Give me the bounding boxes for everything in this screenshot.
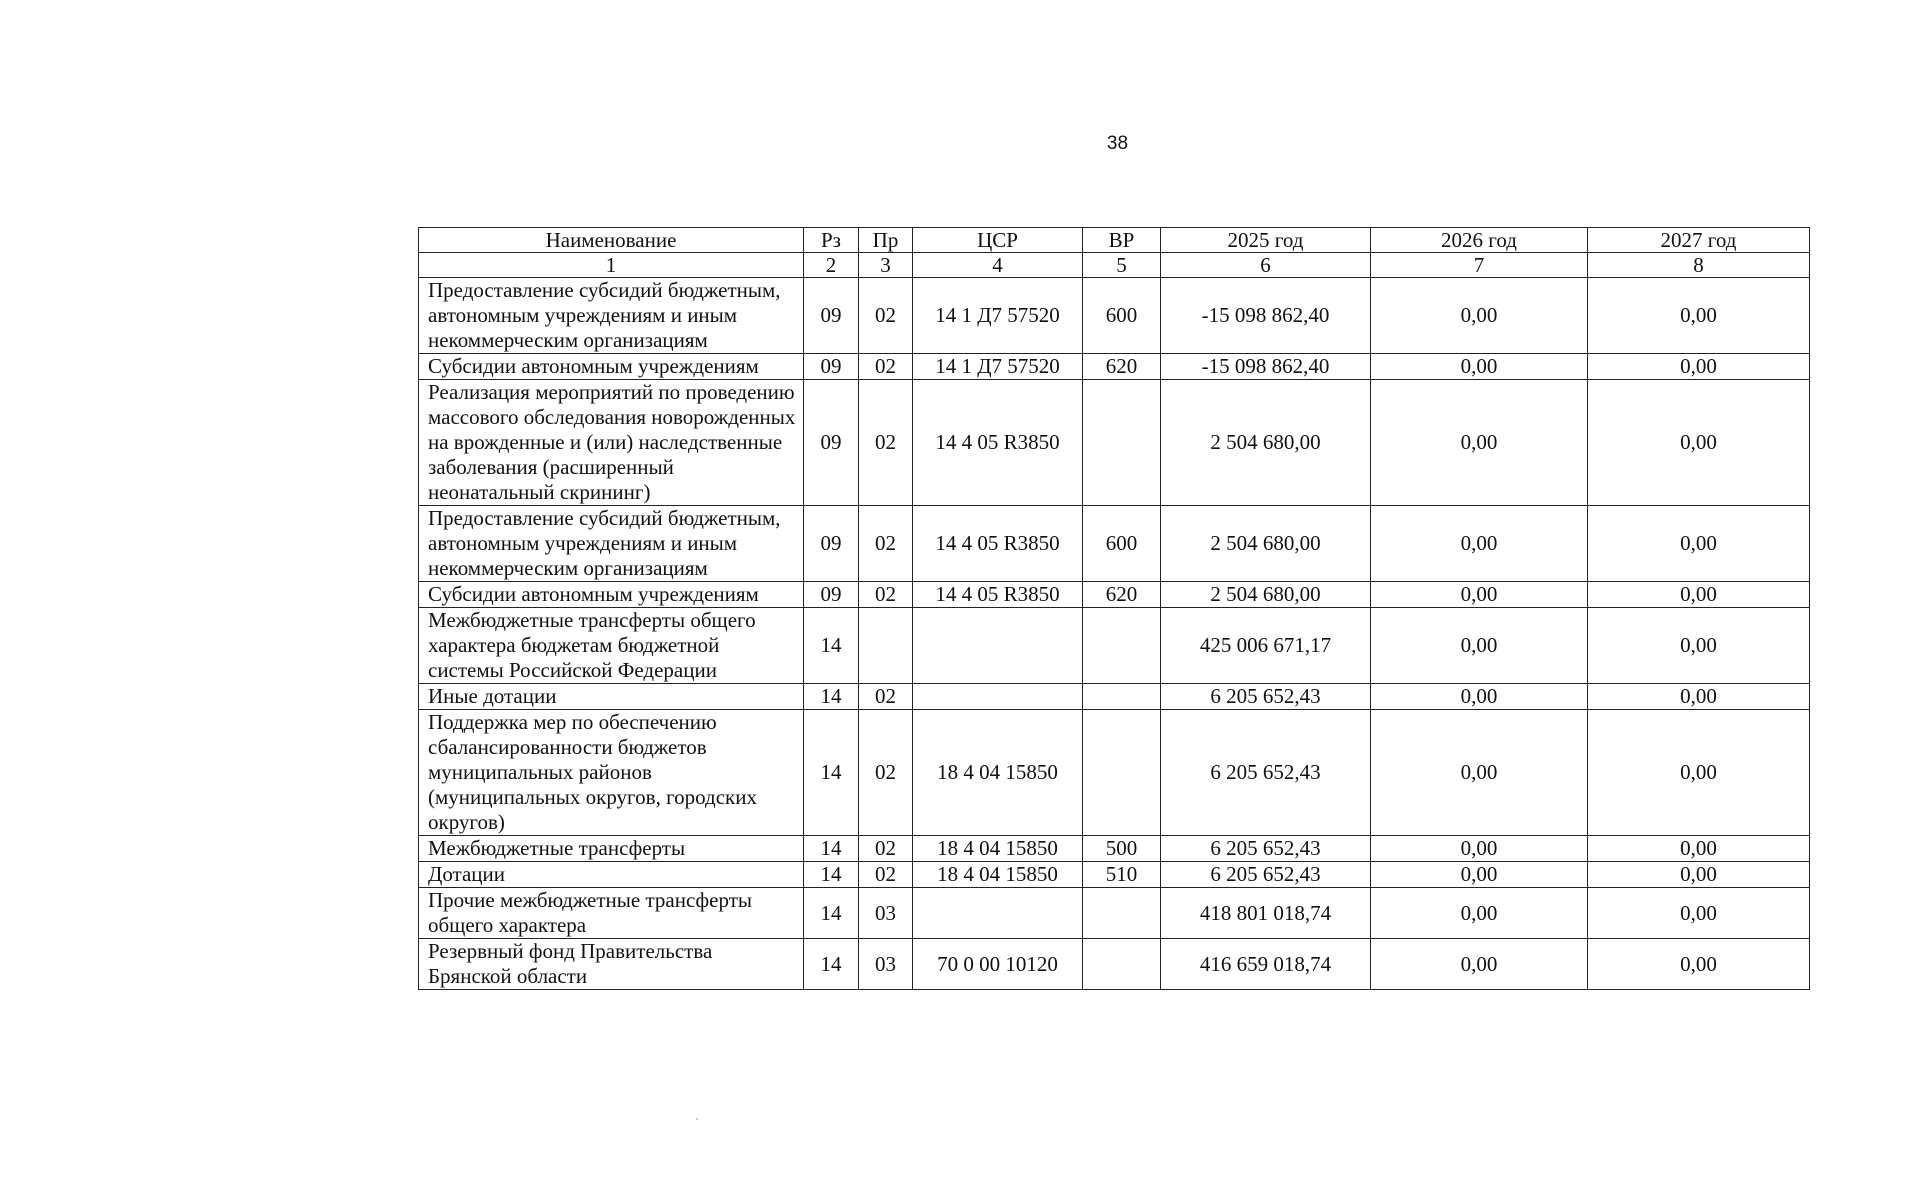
cell-vr: 510: [1083, 862, 1161, 888]
table-row: [419, 836, 1810, 862]
cell-pr: 03: [859, 939, 913, 990]
header-pr: Пр: [859, 228, 913, 253]
cell-pr: 02: [859, 354, 913, 380]
cell-2027: 0,00: [1588, 939, 1810, 990]
cell-2027: 0,00: [1588, 506, 1810, 582]
cell-csr: 18 4 04 15850: [913, 710, 1083, 836]
cell-2025: 6 205 652,43: [1161, 862, 1371, 888]
cell-2026: 0,00: [1371, 380, 1588, 506]
cell-rz: 14: [804, 710, 859, 836]
cell-2025: 2 504 680,00: [1161, 582, 1371, 608]
scan-speck: [696, 1118, 698, 1120]
cell-name: Реализация мероприятий по проведению массового обследования новорожденных на врожденные и (или) наследственные заболевания (расширенный неонатальный скрининг): [419, 380, 804, 506]
cell-name: Поддержка мер по обеспечению сбалансированности бюджетов муниципальных районов (муниципальных округов, городских округов): [419, 710, 804, 836]
table-row: [419, 278, 1810, 354]
cell-2026: 0,00: [1371, 684, 1588, 710]
cell-rz: 14: [804, 836, 859, 862]
header-vr: ВР: [1083, 228, 1161, 253]
header-2025: 2025 год: [1161, 228, 1371, 253]
column-number: 5: [1083, 253, 1161, 278]
cell-vr: 620: [1083, 354, 1161, 380]
column-number: 4: [913, 253, 1083, 278]
cell-rz: 14: [804, 684, 859, 710]
page-number: 38: [1106, 133, 1129, 154]
column-number: 2: [804, 253, 859, 278]
table-row: [419, 380, 1810, 506]
cell-2025: -15 098 862,40: [1161, 278, 1371, 354]
cell-pr: 02: [859, 582, 913, 608]
cell-2026: 0,00: [1371, 939, 1588, 990]
column-number: 6: [1161, 253, 1371, 278]
cell-2026: 0,00: [1371, 862, 1588, 888]
cell-csr: [913, 684, 1083, 710]
cell-2025: 416 659 018,74: [1161, 939, 1371, 990]
cell-rz: 09: [804, 380, 859, 506]
cell-2025: 2 504 680,00: [1161, 506, 1371, 582]
cell-name: Субсидии автономным учреждениям: [419, 354, 804, 380]
cell-vr: 620: [1083, 582, 1161, 608]
cell-2026: 0,00: [1371, 608, 1588, 684]
cell-2026: 0,00: [1371, 354, 1588, 380]
table-row: [419, 582, 1810, 608]
cell-name: Межбюджетные трансферты: [419, 836, 804, 862]
cell-2025: 418 801 018,74: [1161, 888, 1371, 939]
cell-rz: 14: [804, 862, 859, 888]
header-row: [419, 228, 1810, 253]
cell-vr: [1083, 710, 1161, 836]
table-row: [419, 608, 1810, 684]
cell-name: Иные дотации: [419, 684, 804, 710]
cell-pr: 02: [859, 684, 913, 710]
cell-csr: 14 4 05 R3850: [913, 506, 1083, 582]
cell-2027: 0,00: [1588, 354, 1810, 380]
cell-vr: [1083, 888, 1161, 939]
cell-2027: 0,00: [1588, 836, 1810, 862]
cell-name: Предоставление субсидий бюджетным, автономным учреждениям и иным некоммерческим организациям: [419, 278, 804, 354]
cell-csr: 14 1 Д7 57520: [913, 354, 1083, 380]
cell-pr: 02: [859, 506, 913, 582]
cell-vr: [1083, 939, 1161, 990]
cell-csr: 14 1 Д7 57520: [913, 278, 1083, 354]
cell-name: Субсидии автономным учреждениям: [419, 582, 804, 608]
table-row: [419, 710, 1810, 836]
cell-vr: [1083, 684, 1161, 710]
header-csr: ЦСР: [913, 228, 1083, 253]
cell-vr: 500: [1083, 836, 1161, 862]
cell-2027: 0,00: [1588, 608, 1810, 684]
header-rz: Рз: [804, 228, 859, 253]
cell-rz: 09: [804, 354, 859, 380]
column-number: 7: [1371, 253, 1588, 278]
cell-vr: 600: [1083, 278, 1161, 354]
cell-2027: 0,00: [1588, 710, 1810, 836]
cell-csr: 14 4 05 R3850: [913, 380, 1083, 506]
cell-2026: 0,00: [1371, 278, 1588, 354]
cell-pr: [859, 608, 913, 684]
column-number-row: [419, 253, 1810, 278]
table-row: [419, 939, 1810, 990]
table-row: [419, 888, 1810, 939]
header-name: Наименование: [419, 228, 804, 253]
column-number: 8: [1588, 253, 1810, 278]
cell-name: Прочие межбюджетные трансферты общего характера: [419, 888, 804, 939]
cell-rz: 14: [804, 888, 859, 939]
cell-rz: 09: [804, 278, 859, 354]
cell-vr: 600: [1083, 506, 1161, 582]
cell-pr: 02: [859, 862, 913, 888]
cell-2025: 6 205 652,43: [1161, 836, 1371, 862]
table-row: [419, 354, 1810, 380]
header-2027: 2027 год: [1588, 228, 1810, 253]
cell-rz: 14: [804, 939, 859, 990]
cell-rz: 09: [804, 582, 859, 608]
cell-pr: 02: [859, 710, 913, 836]
table-row: [419, 684, 1810, 710]
header-2026: 2026 год: [1371, 228, 1588, 253]
cell-2025: 6 205 652,43: [1161, 684, 1371, 710]
cell-name: Дотации: [419, 862, 804, 888]
cell-2026: 0,00: [1371, 710, 1588, 836]
cell-2027: 0,00: [1588, 380, 1810, 506]
cell-pr: 03: [859, 888, 913, 939]
cell-name: Предоставление субсидий бюджетным, автономным учреждениям и иным некоммерческим организациям: [419, 506, 804, 582]
cell-2026: 0,00: [1371, 582, 1588, 608]
cell-pr: 02: [859, 380, 913, 506]
table-row: [419, 506, 1810, 582]
cell-name: Межбюджетные трансферты общего характера бюджетам бюджетной системы Российской Федерации: [419, 608, 804, 684]
column-number: 1: [419, 253, 804, 278]
cell-2025: 425 006 671,17: [1161, 608, 1371, 684]
cell-2025: 6 205 652,43: [1161, 710, 1371, 836]
cell-2027: 0,00: [1588, 888, 1810, 939]
cell-2026: 0,00: [1371, 888, 1588, 939]
cell-csr: 70 0 00 10120: [913, 939, 1083, 990]
cell-2025: -15 098 862,40: [1161, 354, 1371, 380]
cell-csr: 18 4 04 15850: [913, 836, 1083, 862]
budget-table: [418, 227, 1810, 990]
cell-name: Резервный фонд Правительства Брянской области: [419, 939, 804, 990]
column-number: 3: [859, 253, 913, 278]
cell-2027: 0,00: [1588, 278, 1810, 354]
cell-2026: 0,00: [1371, 836, 1588, 862]
cell-csr: [913, 888, 1083, 939]
cell-pr: 02: [859, 278, 913, 354]
cell-2027: 0,00: [1588, 684, 1810, 710]
cell-rz: 09: [804, 506, 859, 582]
cell-csr: 18 4 04 15850: [913, 862, 1083, 888]
cell-2026: 0,00: [1371, 506, 1588, 582]
cell-vr: [1083, 380, 1161, 506]
table-row: [419, 862, 1810, 888]
cell-csr: 14 4 05 R3850: [913, 582, 1083, 608]
cell-rz: 14: [804, 608, 859, 684]
table-body: [419, 278, 1810, 990]
cell-pr: 02: [859, 836, 913, 862]
cell-vr: [1083, 608, 1161, 684]
cell-csr: [913, 608, 1083, 684]
cell-2025: 2 504 680,00: [1161, 380, 1371, 506]
cell-2027: 0,00: [1588, 862, 1810, 888]
cell-2027: 0,00: [1588, 582, 1810, 608]
